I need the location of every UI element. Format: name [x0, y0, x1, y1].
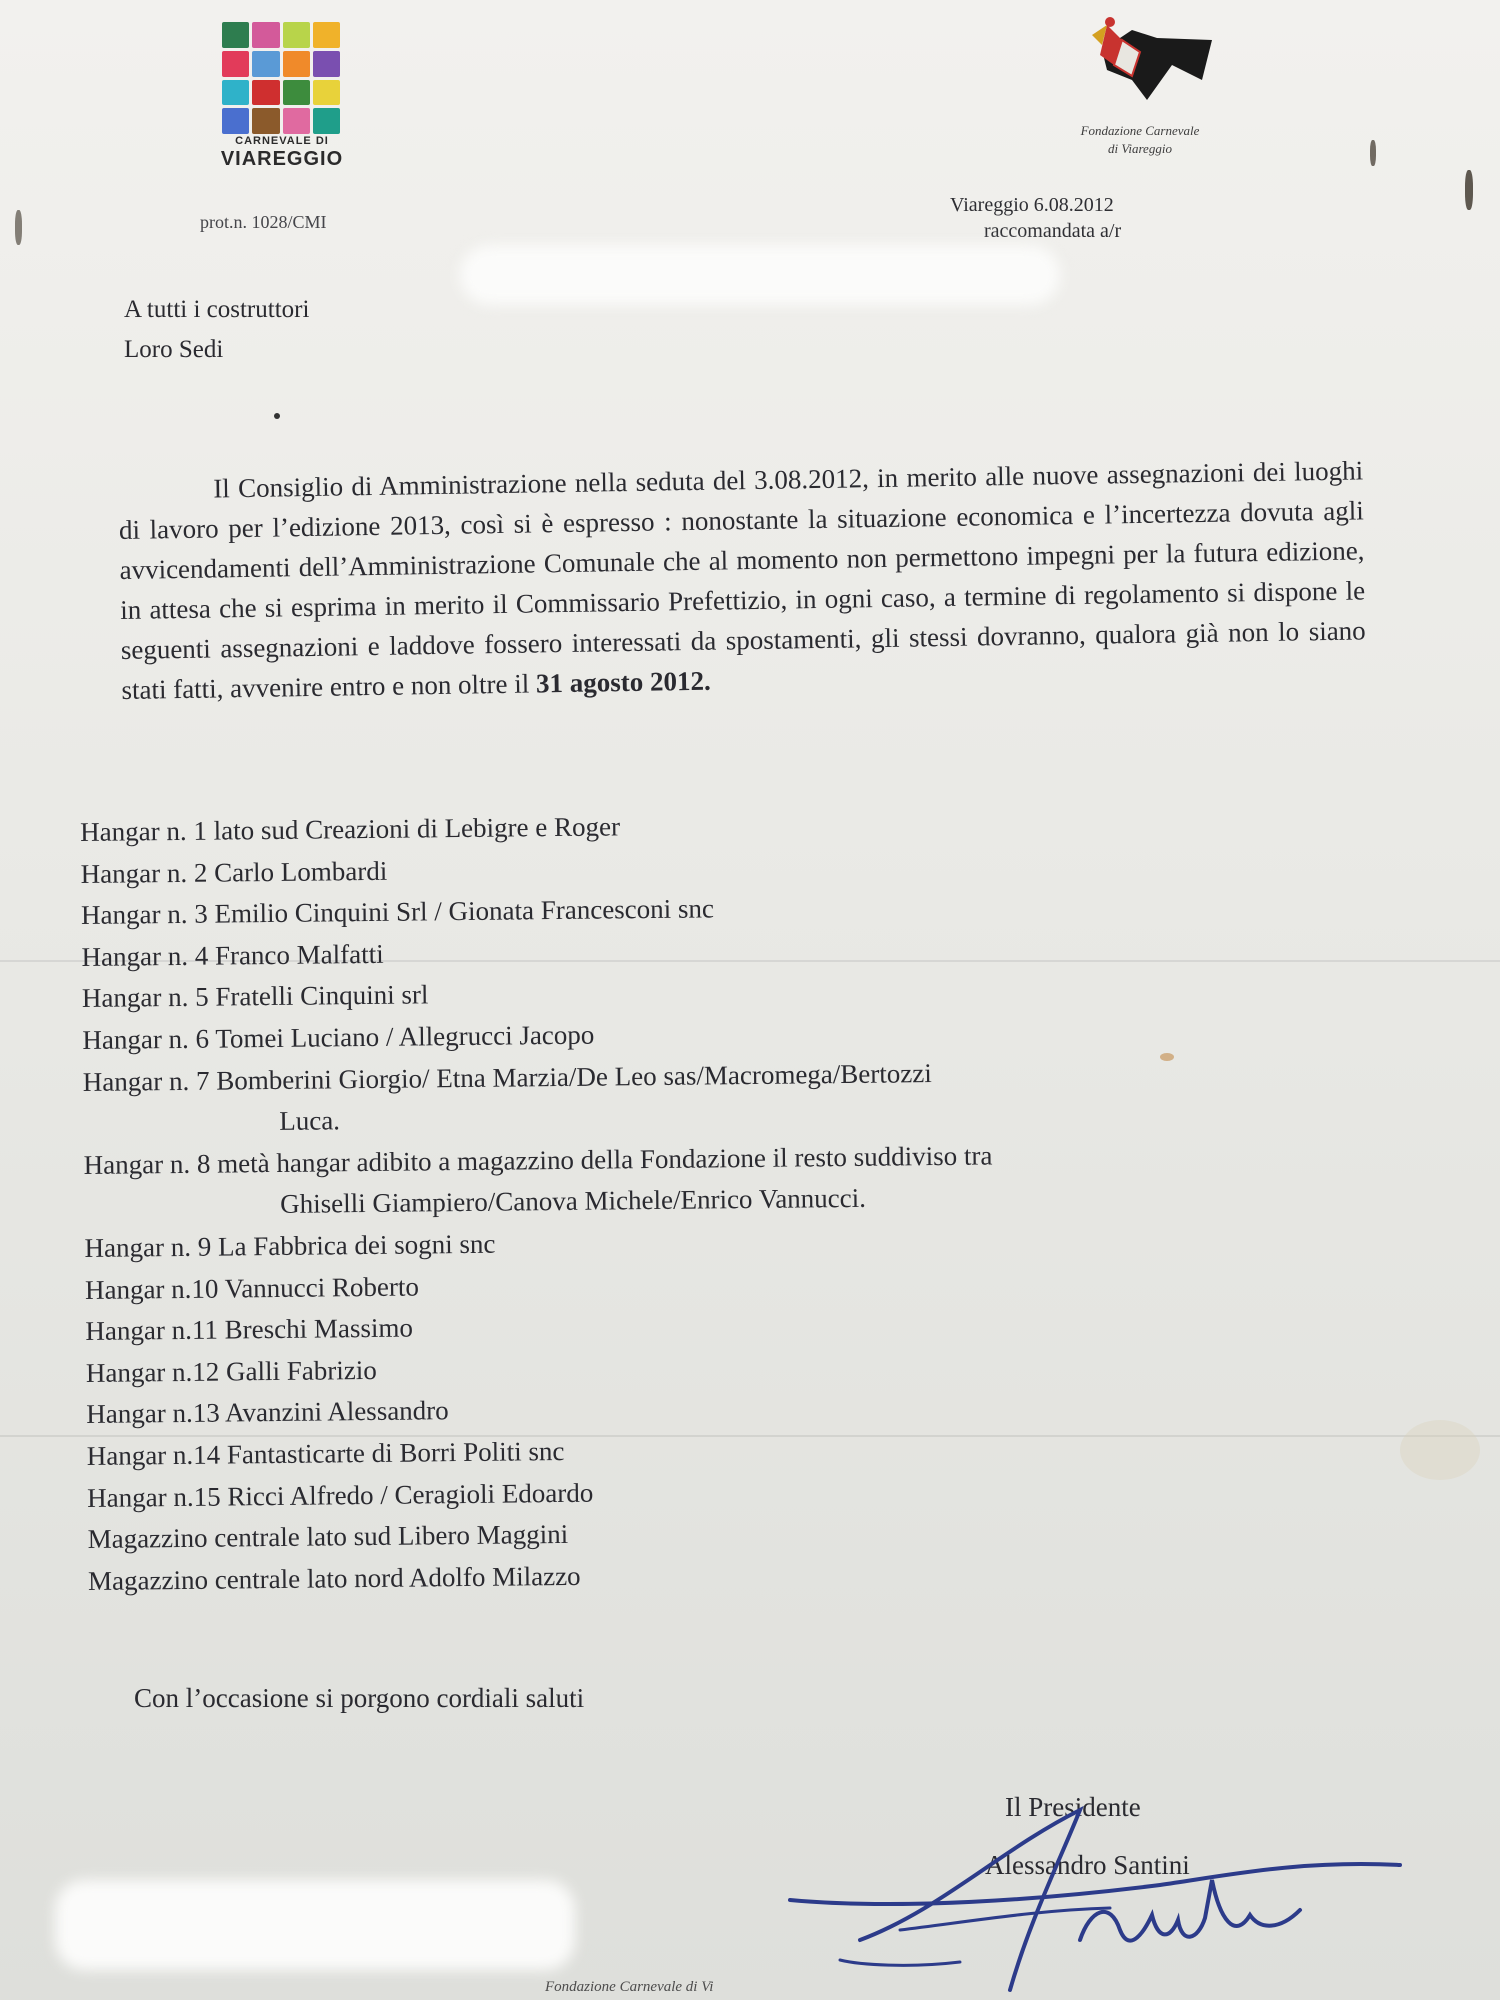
assignment-item: Hangar n. 7 Bomberini Giorgio/ Etna Marzia/De Leo sas/Macromega/Bertozzi: [82, 1057, 932, 1097]
deadline-date: 31 agosto 2012.: [535, 665, 711, 699]
assignment-item: Hangar n.11 Breschi Massimo: [85, 1312, 414, 1347]
logo-tile: [313, 51, 340, 77]
assignment-item: Hangar n. 8 metà hangar adibito a magazzino della Fondazione il resto suddiviso tra: [83, 1140, 993, 1180]
assignment-item: Hangar n. 9 La Fabbrica dei sogni snc: [84, 1228, 496, 1263]
assignment-item: Hangar n.13 Avanzini Alessandro: [86, 1395, 449, 1430]
foundation-name: [1040, 122, 1240, 158]
ink-dot: [274, 413, 280, 419]
paper-stain: [1400, 1420, 1480, 1480]
logo-tile: [283, 51, 310, 77]
logo-tile: [222, 108, 249, 134]
recipient-line1: A tutti i costruttori: [124, 296, 310, 323]
letter-date: Viareggio 6.08.2012: [950, 194, 1114, 216]
assignment-item: Magazzino centrale lato nord Adolfo Milazzo: [87, 1560, 581, 1596]
assignment-item: Hangar n. 3 Emilio Cinquini Srl / Gionata Francesconi snc: [80, 893, 715, 931]
hangar-assignments: [80, 802, 997, 1602]
assignment-item: Hangar n. 5 Fratelli Cinquini srl: [81, 979, 429, 1014]
logo-tile: [222, 80, 249, 106]
logo-line1: CARNEVALE DI: [235, 135, 329, 147]
jester-logo-icon: [1062, 10, 1222, 110]
delivery-method: raccomandata a/r: [984, 220, 1122, 242]
footer-text: Fondazione Carnevale di Vi: [545, 1979, 714, 1995]
redaction-blur: [55, 1880, 575, 1970]
signature-name: Alessandro Santini: [985, 1850, 1190, 1880]
logo-tile: [313, 108, 340, 134]
logo-tile: [222, 22, 249, 48]
closing-salutation: Con l’occasione si porgono cordiali saluti: [134, 1683, 585, 1713]
logo-tile: [283, 22, 310, 48]
logo-tile: [283, 108, 310, 134]
letter-body: [118, 450, 1367, 710]
assignment-item: Hangar n.14 Fantasticarte di Borri Politi snc: [86, 1435, 565, 1471]
carnevale-logo: [212, 22, 352, 182]
paper-stain: [1160, 1053, 1174, 1061]
assignment-item: Hangar n. 6 Tomei Luciano / Allegrucci Jacopo: [82, 1019, 595, 1055]
date-block: [950, 192, 1121, 244]
foundation-line1: Fondazione Carnevale: [1080, 123, 1200, 138]
assignment-item: Hangar n. 4 Franco Malfatti: [81, 938, 384, 972]
foundation-line2: di Viareggio: [1108, 141, 1172, 156]
assignment-item: Magazzino centrale lato sud Libero Maggini: [87, 1519, 569, 1555]
redaction-blur: [460, 245, 1060, 305]
logo-tile: [313, 22, 340, 48]
logo-tile: [283, 80, 310, 106]
signature-title: Il Presidente: [1005, 1792, 1141, 1822]
paper-mark: [1370, 140, 1376, 166]
handwritten-signature: [780, 1790, 1430, 2000]
body-paragraph: [118, 450, 1367, 710]
recipient-block: [124, 290, 309, 370]
logo-wordmark: [212, 136, 352, 169]
protocol-number: prot.n. 1028/CMI: [200, 212, 327, 232]
recipient-line2: Loro Sedi: [124, 336, 224, 363]
assignment-item: Hangar n.12 Galli Fabrizio: [85, 1354, 377, 1388]
assignment-item: Hangar n.15 Ricci Alfredo / Ceragioli Edoardo: [87, 1477, 594, 1513]
assignment-item: Hangar n.10 Vannucci Roberto: [84, 1271, 420, 1305]
logo-tile: [252, 108, 279, 134]
assignment-continuation: Luca.: [279, 1105, 341, 1137]
logo-color-grid: [222, 22, 340, 134]
logo-tile: [252, 51, 279, 77]
logo-line2: VIAREGGIO: [220, 148, 344, 170]
paper-mark: [1465, 170, 1473, 210]
assignment-item: Hangar n. 1 lato sud Creazioni di Lebigre e Roger: [80, 811, 621, 847]
assignment-item: Hangar n. 2 Carlo Lombardi: [80, 855, 388, 889]
logo-tile: [222, 51, 249, 77]
logo-tile: [252, 80, 279, 106]
paper-mark: [15, 210, 22, 245]
assignment-continuation: Ghiselli Giampiero/Canova Michele/Enrico Vannucci.: [279, 1183, 867, 1220]
logo-tile: [313, 80, 340, 106]
logo-tile: [252, 22, 279, 48]
body-text: Il Consiglio di Amministrazione nella seduta del 3.08.2012, in merito alle nuove assegnazioni dei luoghi di lavoro per l’edizione 2013, così si è espresso : nonostante la situazione economica e l’incertezza dovuta agli avvicendamenti dell’Amministrazione Comunale che al momento non permettono impegni per la futura edizione, in attesa che si esprima in merito il Commissario Prefettizio, in ogni caso, a termine di regolamento si dispone le seguenti assegnazioni e laddove fossero interessati da spostamenti, gli stessi dovranno, qualora già non lo siano stati fatti, avvenire entro e non oltre il: [118, 455, 1366, 705]
